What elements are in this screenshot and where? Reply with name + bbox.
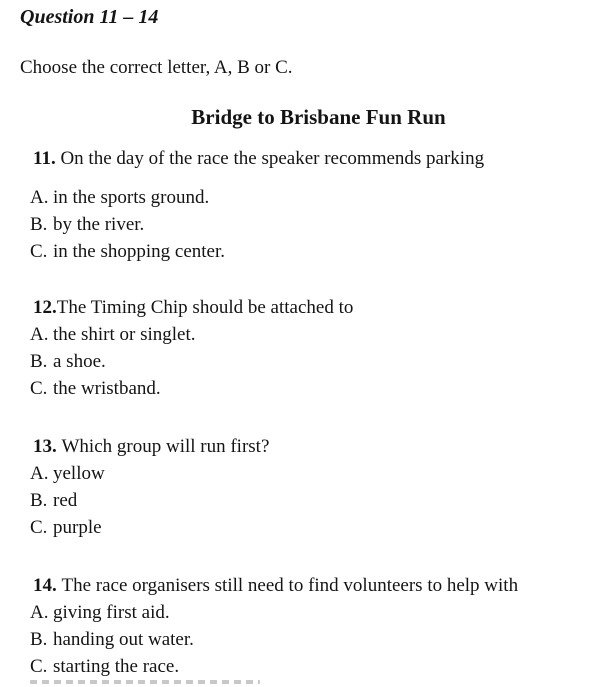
option-text: purple: [53, 517, 102, 538]
question-block-13: [0, 433, 609, 541]
option-letter: C.: [30, 378, 48, 399]
question-block-12: [0, 294, 609, 402]
option-text: starting the race.: [53, 656, 180, 677]
option-letter: C.: [30, 656, 48, 677]
cutoff-next-line-artifact: [30, 680, 260, 684]
question-14-line: [33, 572, 609, 599]
question-11-options: [0, 184, 609, 265]
option-letter: B.: [30, 629, 48, 650]
option-row-13-c: [30, 514, 609, 541]
option-row-11-c: [30, 238, 609, 265]
question-12-number: 12.: [33, 297, 57, 318]
question-14-stem: The race organisers still need to find volunteers to help with: [61, 575, 519, 596]
question-14-number: 14.: [33, 575, 62, 596]
option-letter: B.: [30, 214, 48, 235]
question-12-line: [33, 294, 609, 321]
question-12-stem: The Timing Chip should be attached to: [56, 297, 354, 318]
page-title: Bridge to Brisbane Fun Run: [191, 105, 446, 129]
option-row-12-a: [30, 321, 609, 348]
option-letter: A.: [30, 187, 49, 208]
question-14-options: [0, 599, 609, 680]
option-letter: A.: [30, 463, 49, 484]
question-13-stem: Which group will run first?: [61, 436, 270, 457]
question-13-number: 13.: [33, 436, 62, 457]
instruction-text: Choose the correct letter, A, B or C.: [20, 57, 293, 78]
option-text: yellow: [53, 463, 105, 484]
option-row-11-b: [30, 211, 609, 238]
option-letter: B.: [30, 490, 48, 511]
option-text: in the shopping center.: [53, 241, 226, 262]
section-heading: Question 11 – 14: [20, 6, 159, 28]
option-row-13-b: [30, 487, 609, 514]
option-row-11-a: [30, 184, 609, 211]
option-text: the shirt or singlet.: [53, 324, 196, 345]
option-text: by the river.: [53, 214, 145, 235]
option-text: giving first aid.: [53, 602, 170, 623]
option-letter: C.: [30, 241, 48, 262]
option-row-13-a: [30, 460, 609, 487]
option-letter: A.: [30, 602, 49, 623]
question-11-number: 11.: [33, 148, 61, 169]
option-row-14-c: [30, 653, 609, 680]
question-11-line: [33, 145, 609, 172]
question-13-line: [33, 433, 609, 460]
question-11-stem: On the day of the race the speaker recommends parking: [60, 148, 485, 169]
question-13-options: [0, 460, 609, 541]
option-letter: B.: [30, 351, 48, 372]
option-text: a shoe.: [53, 351, 106, 372]
question-block-14: [0, 572, 609, 680]
document-page: [0, 4, 609, 684]
option-row-12-c: [30, 375, 609, 402]
option-letter: C.: [30, 517, 48, 538]
option-text: handing out water.: [53, 629, 194, 650]
option-letter: A.: [30, 324, 49, 345]
option-row-12-b: [30, 348, 609, 375]
question-12-options: [0, 321, 609, 402]
option-text: the wristband.: [53, 378, 161, 399]
option-row-14-a: [30, 599, 609, 626]
option-text: red: [53, 490, 78, 511]
option-text: in the sports ground.: [53, 187, 210, 208]
question-block-11: [0, 145, 609, 265]
option-row-14-b: [30, 626, 609, 653]
